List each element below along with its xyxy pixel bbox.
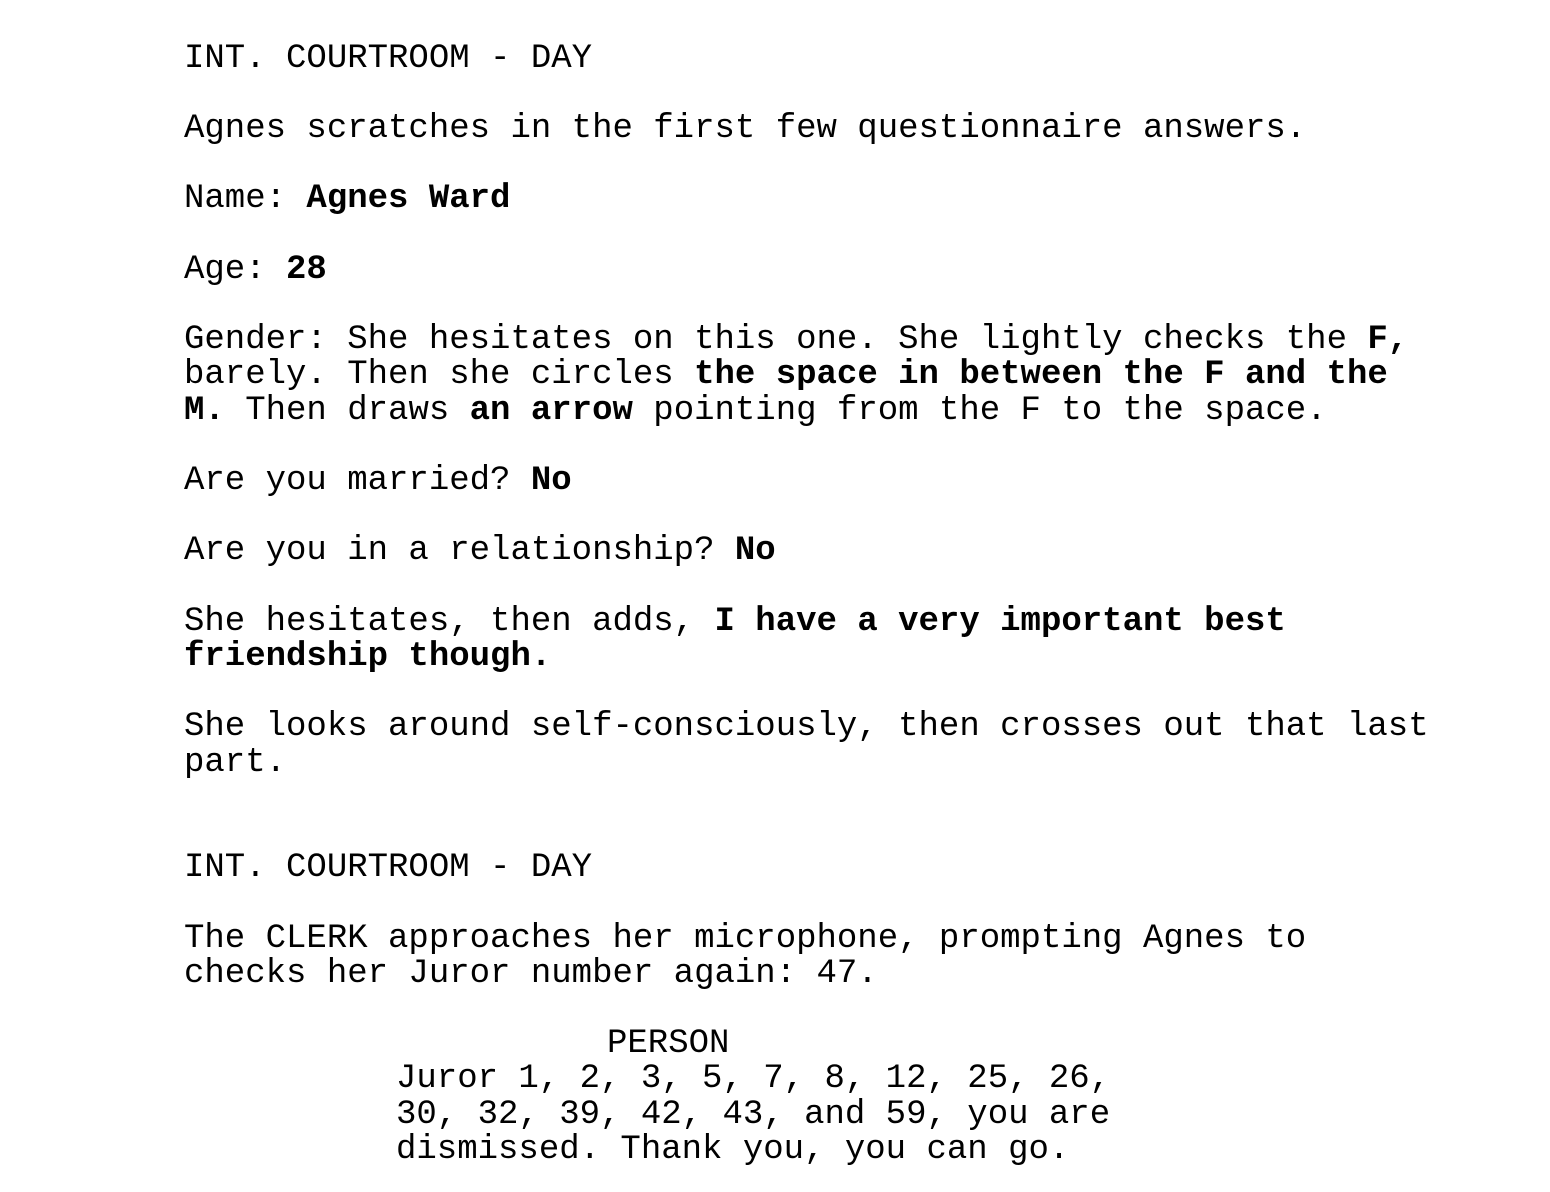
gender-line-3 <box>184 394 1327 429</box>
action-line: She looks around self-consciously, then crosses out that last <box>184 708 1429 746</box>
relationship-answer <box>184 534 776 569</box>
married-value: No <box>530 462 572 500</box>
relationship-label: Are you in a relationship? <box>184 532 735 570</box>
gender-emphasis: the space in between the F and the <box>694 356 1388 394</box>
married-label: Are you married? <box>184 462 531 500</box>
scene-heading: INT. COURTROOM - DAY <box>184 849 593 887</box>
gender-text: pointing from the F to the space. <box>632 392 1327 430</box>
gender-text: Gender: She hesitates on this one. She lightly checks the <box>184 321 1368 359</box>
age-label: Age: <box>184 251 287 289</box>
dialogue-line: 30, 32, 39, 42, 43, and 59, you are <box>396 1096 1111 1134</box>
action-line: The CLERK approaches her microphone, prompting Agnes to <box>184 920 1307 958</box>
gender-emphasis: an arrow <box>469 392 633 430</box>
adds-emphasis: friendship though. <box>184 638 552 676</box>
name-answer <box>184 182 510 217</box>
character-name: PERSON <box>607 1025 730 1063</box>
gender-line-2 <box>184 358 1388 393</box>
age-value: 28 <box>286 251 327 289</box>
gender-emphasis: M. <box>184 392 225 430</box>
action-line: checks her Juror number again: 47. <box>184 955 878 993</box>
gender-emphasis: F, <box>1367 321 1409 359</box>
dialogue-line: Juror 1, 2, 3, 5, 7, 8, 12, 25, 26, <box>396 1060 1111 1098</box>
gender-text: Then draws <box>224 392 470 430</box>
action-line: part. <box>184 744 287 782</box>
adds-line-2 <box>184 640 551 675</box>
scene-heading: INT. COURTROOM - DAY <box>184 40 593 78</box>
name-value: Agnes Ward <box>306 180 511 218</box>
action-line: Agnes scratches in the first few questionnaire answers. <box>184 110 1307 148</box>
adds-emphasis: I have a very important best <box>714 603 1286 641</box>
age-answer <box>184 253 327 288</box>
dialogue-line: dismissed. Thank you, you can go. <box>396 1131 1070 1169</box>
relationship-value: No <box>734 532 776 570</box>
adds-line-1 <box>184 605 1286 640</box>
married-answer <box>184 464 572 499</box>
adds-text: She hesitates, then adds, <box>184 603 715 641</box>
name-label: Name: <box>184 180 307 218</box>
gender-text: barely. Then she circles <box>184 356 695 394</box>
gender-line-1 <box>184 323 1408 358</box>
